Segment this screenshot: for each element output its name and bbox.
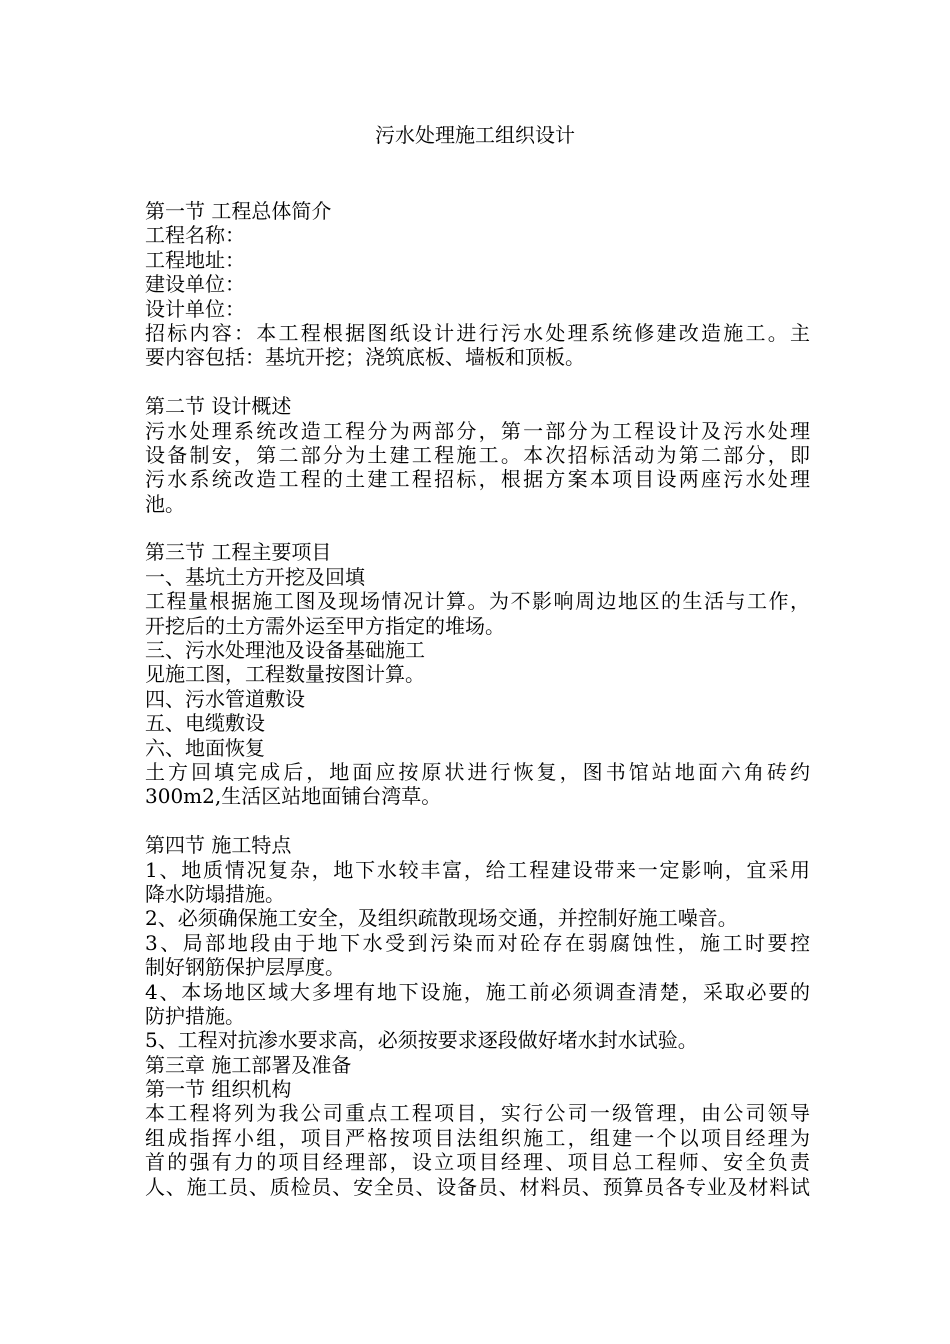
field-construction-unit: 建设单位： xyxy=(145,272,245,297)
paragraph-line: 本工程将列为我公司重点工程项目，实行公司一级管理，由公司领导 xyxy=(145,1101,810,1126)
paragraph-line: 要内容包括：基坑开挖；浇筑底板、墙板和顶板。 xyxy=(145,345,585,370)
document-body xyxy=(145,199,810,1199)
paragraph-line: 人、施工员、质检员、安全员、设备员、材料员、预算员各专业及材料试 xyxy=(145,1174,810,1199)
blank-line xyxy=(145,370,810,394)
list-item-line: 1、地质情况复杂，地下水较丰富，给工程建设带来一定影响，宜采用 xyxy=(145,857,810,882)
list-item-line: 防护措施。 xyxy=(145,1003,245,1028)
paragraph-line: 见施工图，工程数量按图计算。 xyxy=(145,662,425,687)
paragraph-line: 设备制安，第二部分为土建工程施工。本次招标活动为第二部分，即 xyxy=(145,442,810,467)
paragraph-line: 开挖后的土方需外运至甲方指定的堆场。 xyxy=(145,613,505,638)
section-heading: 第二节 设计概述 xyxy=(145,394,292,419)
section-heading: 第一节 组织机构 xyxy=(145,1077,292,1102)
subheading: 五、电缆敷设 xyxy=(145,711,265,736)
paragraph-line: 工程量根据施工图及现场情况计算。为不影响周边地区的生活与工作， xyxy=(145,589,810,614)
paragraph-line: 土方回填完成后，地面应按原状进行恢复，图书馆站地面六角砖约 xyxy=(145,759,810,784)
section-heading: 第一节 工程总体简介 xyxy=(145,199,332,223)
list-item-line: 4、本场地区域大多埋有地下设施，施工前必须调查清楚，采取必要的 xyxy=(145,979,810,1004)
subheading: 四、污水管道敷设 xyxy=(145,686,305,711)
subheading: 六、地面恢复 xyxy=(145,735,265,760)
document-title: 污水处理施工组织设计 xyxy=(375,123,575,147)
paragraph-line: 污水处理系统改造工程分为两部分，第一部分为工程设计及污水处理 xyxy=(145,418,810,443)
list-item-line: 2、必须确保施工安全，及组织疏散现场交通，并控制好施工噪音。 xyxy=(145,906,738,931)
field-design-unit: 设计单位： xyxy=(145,296,245,321)
subheading: 三、污水处理池及设备基础施工 xyxy=(145,638,425,663)
subheading: 一、基坑土方开挖及回填 xyxy=(145,564,365,589)
list-item-line: 降水防塌措施。 xyxy=(145,881,285,906)
paragraph-line: 池。 xyxy=(145,491,185,516)
paragraph-line: 组成指挥小组，项目严格按项目法组织施工，组建一个以项目经理为 xyxy=(145,1125,810,1150)
blank-line xyxy=(145,516,810,540)
section-heading: 第四节 施工特点 xyxy=(145,833,292,858)
paragraph-line: 招标内容：本工程根据图纸设计进行污水处理系统修建改造施工。主 xyxy=(145,320,810,345)
paragraph-line: 首的强有力的项目经理部，设立项目经理、项目总工程师、安全负责 xyxy=(145,1150,810,1175)
section-heading: 第三节 工程主要项目 xyxy=(145,540,332,565)
field-project-name: 工程名称： xyxy=(145,223,245,248)
list-item-line: 5、工程对抗渗水要求高，必须按要求逐段做好堵水封水试验。 xyxy=(145,1028,698,1053)
field-project-address: 工程地址： xyxy=(145,247,245,272)
list-item-line: 3、局部地段由于地下水受到污染而对砼存在弱腐蚀性，施工时要控 xyxy=(145,930,810,955)
paragraph-line: 污水系统改造工程的土建工程招标，根据方案本项目设两座污水处理 xyxy=(145,467,810,492)
blank-line xyxy=(145,809,810,833)
paragraph-line: 300m2,生活区站地面铺台湾草。 xyxy=(145,784,442,809)
list-item-line: 制好钢筋保护层厚度。 xyxy=(145,955,345,980)
chapter-heading: 第三章 施工部署及准备 xyxy=(145,1052,352,1077)
